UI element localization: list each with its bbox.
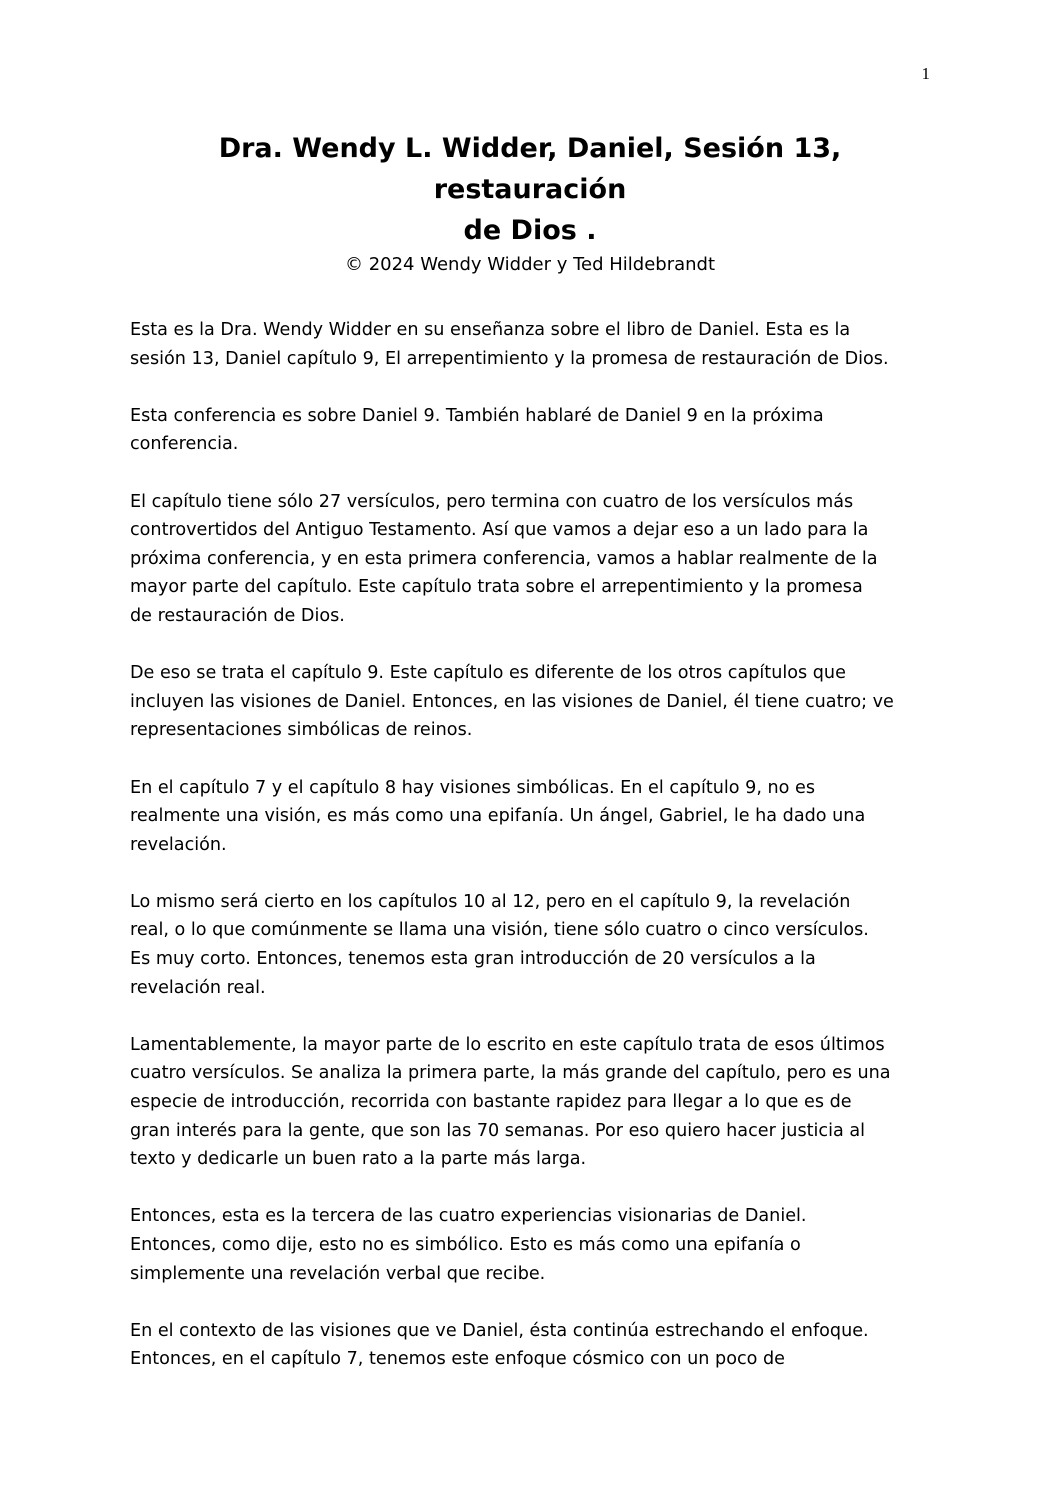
paragraph: [130, 1317, 930, 1374]
paragraph-line: revelación real.: [130, 977, 266, 998]
paragraph-line: gran interés para la gente, que son las 70 semanas. Por eso quiero hacer justicia al: [130, 1120, 866, 1141]
paragraph-line: simplemente una revelación verbal que recibe.: [130, 1263, 546, 1284]
paragraph-line: de restauración de Dios.: [130, 605, 345, 626]
paragraph-line: El capítulo tiene sólo 27 versículos, pero termina con cuatro de los versículos más: [130, 491, 854, 512]
paragraph: [130, 488, 930, 631]
paragraph-line: Lamentablemente, la mayor parte de lo escrito en este capítulo trata de esos últimos: [130, 1034, 885, 1055]
document-title-line: de Dios .: [463, 215, 597, 246]
paragraph-line: Es muy corto. Entonces, tenemos esta gran introducción de 20 versículos a la: [130, 949, 816, 970]
paragraph-line: Esta conferencia es sobre Daniel 9. También hablaré de Daniel 9 en la próxima: [130, 405, 824, 426]
document-title-line: restauración: [433, 174, 627, 205]
paragraph: [130, 1202, 930, 1288]
page-number: 1: [921, 64, 930, 83]
paragraph: [130, 402, 930, 459]
paragraph-line: texto y dedicarle un buen rato a la parte más larga.: [130, 1149, 587, 1170]
paragraph-line: Entonces, como dije, esto no es simbólico. Esto es más como una epifanía o: [130, 1235, 801, 1255]
copyright-notice: © 2024 Wendy Widder y Ted Hildebrandt: [344, 254, 716, 275]
paragraph-line: conferencia.: [130, 434, 239, 455]
paragraph-line: sesión 13, Daniel capítulo 9, El arrepentimiento y la promesa de restauración de Dios.: [130, 348, 889, 369]
paragraph-line: revelación.: [130, 834, 227, 855]
paragraph-line: Lo mismo será cierto en los capítulos 10 al 12, pero en el capítulo 9, la revelación: [130, 891, 851, 912]
paragraph-line: De eso se trata el capítulo 9. Este capítulo es diferente de los otros capítulos que: [130, 663, 846, 684]
paragraph-line: Entonces, en el capítulo 7, tenemos este enfoque cósmico con un poco de: [130, 1349, 786, 1370]
paragraph-line: próxima conferencia, y en esta primera conferencia, vamos a hablar realmente de la: [130, 548, 878, 569]
paragraph: [130, 774, 930, 860]
paragraph-line: Esta es la Dra. Wendy Widder en su enseñanza sobre el libro de Daniel. Esta es la: [130, 320, 851, 340]
document-header: [130, 128, 930, 278]
paragraph: [130, 1031, 930, 1174]
paragraph: [130, 659, 930, 745]
paragraph-line: real, o lo que comúnmente se llama una visión, tiene sólo cuatro o cinco versículos.: [130, 920, 869, 941]
paragraph-line: mayor parte del capítulo. Este capítulo trata sobre el arrepentimiento y la promesa: [130, 577, 863, 598]
paragraph-line: Entonces, esta es la tercera de las cuatro experiencias visionarias de Daniel.: [130, 1206, 807, 1227]
paragraph: [130, 888, 930, 1002]
document-body: [130, 316, 930, 1403]
paragraph-line: especie de introducción, recorrida con bastante rapidez para llegar a lo que es de: [130, 1092, 852, 1113]
paragraph-line: cuatro versículos. Se analiza la primera parte, la más grande del capítulo, pero es una: [130, 1063, 891, 1084]
paragraph-line: En el capítulo 7 y el capítulo 8 hay visiones simbólicas. En el capítulo 9, no es: [130, 777, 815, 798]
paragraph: [130, 316, 930, 373]
document-title-line: Dra. Wendy L. Widder, Daniel, Sesión 13,: [218, 133, 842, 164]
paragraph-line: representaciones simbólicas de reinos.: [130, 720, 473, 741]
paragraph-line: incluyen las visiones de Daniel. Entonces, en las visiones de Daniel, él tiene cuatro; ve: [130, 691, 894, 712]
paragraph-line: En el contexto de las visiones que ve Daniel, ésta continúa estrechando el enfoque.: [130, 1320, 869, 1341]
paragraph-line: controvertidos del Antiguo Testamento. Así que vamos a dejar eso a un lado para la: [130, 520, 869, 541]
paragraph-line: realmente una visión, es más como una epifanía. Un ángel, Gabriel, le ha dado una: [130, 806, 866, 827]
